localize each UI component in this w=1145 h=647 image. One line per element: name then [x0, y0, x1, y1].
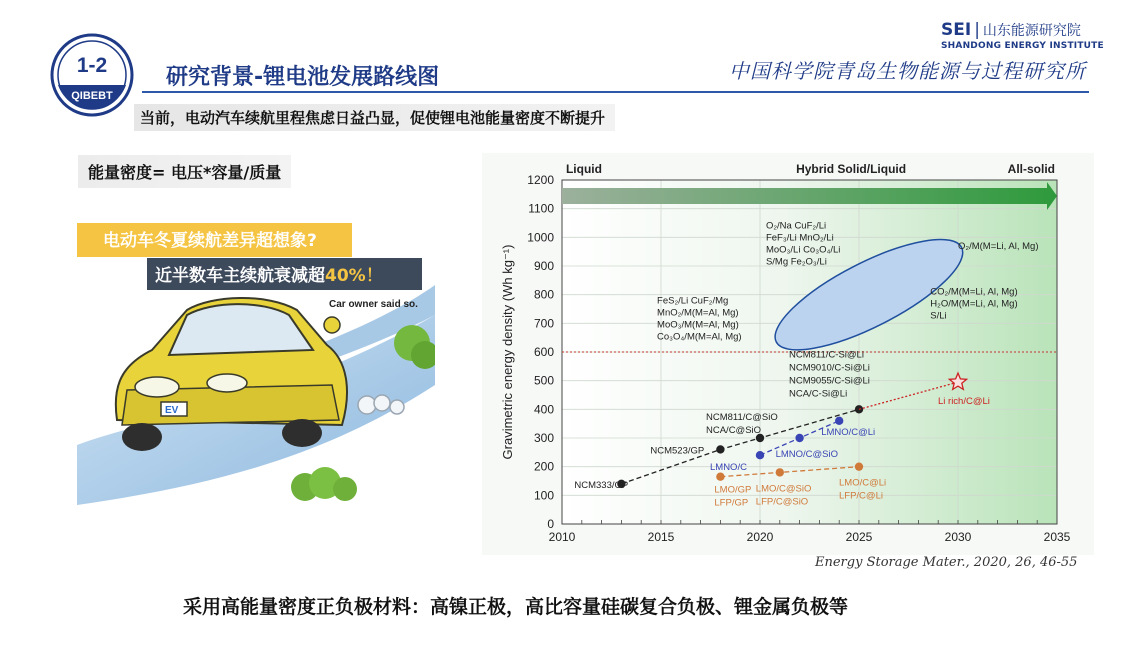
- x-tick-label: 2030: [944, 530, 972, 544]
- annotation-right-group: H₂O/M(M=Li, Al, Mg): [930, 298, 1018, 310]
- sei-en-name: SHANDONG ENERGY INSTITUTE: [941, 41, 1104, 51]
- banner-1-text: 电动车冬夏续航差异超想象?: [103, 231, 317, 251]
- point-label: LFP/GP: [714, 497, 749, 509]
- point-label: NCM333/GP: [574, 479, 629, 491]
- y-tick-label: 800: [533, 287, 554, 302]
- point-label: LMNO/C@SiO: [775, 449, 839, 460]
- point-label: Li rich/C@Li: [938, 396, 990, 408]
- data-point: [776, 468, 784, 476]
- sei-cn-name: 山东能源研究院: [982, 23, 1081, 39]
- data-point: [835, 417, 843, 425]
- y-tick-label: 400: [533, 402, 554, 417]
- x-tick-label: 2035: [1043, 530, 1071, 544]
- x-tick-label: 2020: [746, 530, 774, 544]
- y-tick-label: 100: [533, 488, 554, 503]
- banner-2-text: 近半数车主续航衰减超40%！: [155, 266, 383, 286]
- point-label: LMNO/C: [710, 462, 747, 474]
- y-tick-label: 600: [533, 345, 554, 359]
- phase-label-liquid: Liquid: [565, 162, 602, 176]
- data-point: [855, 462, 863, 470]
- annotation-right-group: CO₂/M(M=Li, Al, Mg): [930, 286, 1018, 298]
- section-badge: [50, 33, 134, 117]
- caption-text: Car owner said so.: [329, 299, 418, 310]
- data-point: [795, 434, 803, 442]
- conclusion-text: 采用高能量密度正负极材料：高镍正极，高比容量硅碳复合负极、锂金属负极等: [183, 596, 849, 618]
- y-tick-label: 200: [533, 459, 554, 474]
- sei-abbr: SEI: [941, 20, 972, 40]
- data-point: [855, 405, 863, 413]
- annotation-center-group: O₂/Na CuF₂/Li: [765, 220, 827, 232]
- point-label: NCM9010/C-Si@Li: [789, 362, 870, 374]
- point-label: NCM523/GP: [650, 445, 705, 457]
- annotation-left-group: FeS₂/Li CuF₂/Mg: [657, 295, 729, 307]
- badge-number: 1-2: [76, 54, 108, 77]
- cas-calligraphy-logo: 中国科学院青岛生物能源与过程研究所: [729, 59, 1086, 83]
- point-label: LMO/C@SiO: [755, 483, 812, 495]
- point-label: NCM9055/C-Si@Li: [789, 375, 870, 387]
- y-tick-label: 1000: [527, 230, 554, 245]
- sei-logo: SEI | 山东能源研究院: [941, 20, 1081, 40]
- point-label: NCA/C-Si@Li: [789, 388, 848, 400]
- energy-density-formula: 能量密度= 电压*容量/质量: [78, 155, 291, 188]
- x-tick-label: 2025: [845, 530, 873, 544]
- y-tick-label: 1100: [528, 201, 554, 216]
- annotation-left-group: MoO₃/M(M=Al, Mg): [657, 319, 739, 331]
- point-label: NCM811/C-Si@Li: [789, 349, 864, 361]
- subtitle-banner: 当前，电动汽车续航里程焦虑日益凸显，促使锂电池能量密度不断提升: [134, 104, 615, 131]
- annotation-right-group: S/Li: [930, 310, 947, 322]
- badge-org: QIBEBT: [71, 90, 113, 102]
- annotation-right-top: O₂/M(M=Li, Al, Mg): [958, 240, 1039, 252]
- x-tick-label: 2015: [647, 530, 675, 544]
- phase-label-hybrid: Hybrid Solid/Liquid: [796, 162, 907, 176]
- page-title: 研究背景-锂电池发展路线图: [166, 65, 440, 90]
- data-point: [716, 445, 724, 453]
- annotation-center-group: FeF₃/Li MnO₂/Li: [765, 232, 834, 244]
- ev-car-illustration: [77, 215, 435, 505]
- y-tick-label: 300: [533, 431, 554, 445]
- point-label: LFP/C@Li: [839, 490, 883, 502]
- point-label: LMO/GP: [714, 484, 752, 496]
- y-tick-label: 0: [547, 517, 554, 531]
- point-label: NCM811/C@SiO: [706, 412, 778, 423]
- header-divider: [142, 91, 1089, 93]
- x-tick-label: 2010: [548, 530, 576, 544]
- annotation-center-group: S/Mg Fe₂O₃/Li: [765, 256, 827, 268]
- data-point: [716, 473, 724, 481]
- y-tick-label: 500: [533, 373, 554, 388]
- energy-density-roadmap-chart: [482, 153, 1094, 555]
- annotation-left-group: Co₃O₄/M(M=Al, Mg): [657, 331, 742, 343]
- point-label: LFP/C@SiO: [755, 496, 809, 508]
- ev-plate-text: EV: [165, 405, 179, 416]
- annotation-center-group: MoO₃/Li Co₃O₄/Li: [765, 244, 841, 256]
- annotation-left-group: MnO₂/M(M=Al, Mg): [657, 307, 739, 319]
- y-tick-label: 1200: [527, 173, 554, 187]
- y-tick-label: 900: [533, 259, 554, 273]
- point-label: NCA/C@SiO: [706, 425, 762, 436]
- y-tick-label: 700: [533, 316, 554, 331]
- phase-label-all-solid: All-solid: [1007, 162, 1055, 176]
- point-label: LMNO/C@Li: [821, 426, 876, 438]
- data-point: [756, 451, 764, 459]
- chart-citation: Energy Storage Mater., 2020, 26, 46-55: [815, 555, 1078, 570]
- y-axis-label: Gravimetric energy density (Wh kg⁻¹): [500, 244, 515, 460]
- point-label: LMO/C@Li: [839, 477, 887, 489]
